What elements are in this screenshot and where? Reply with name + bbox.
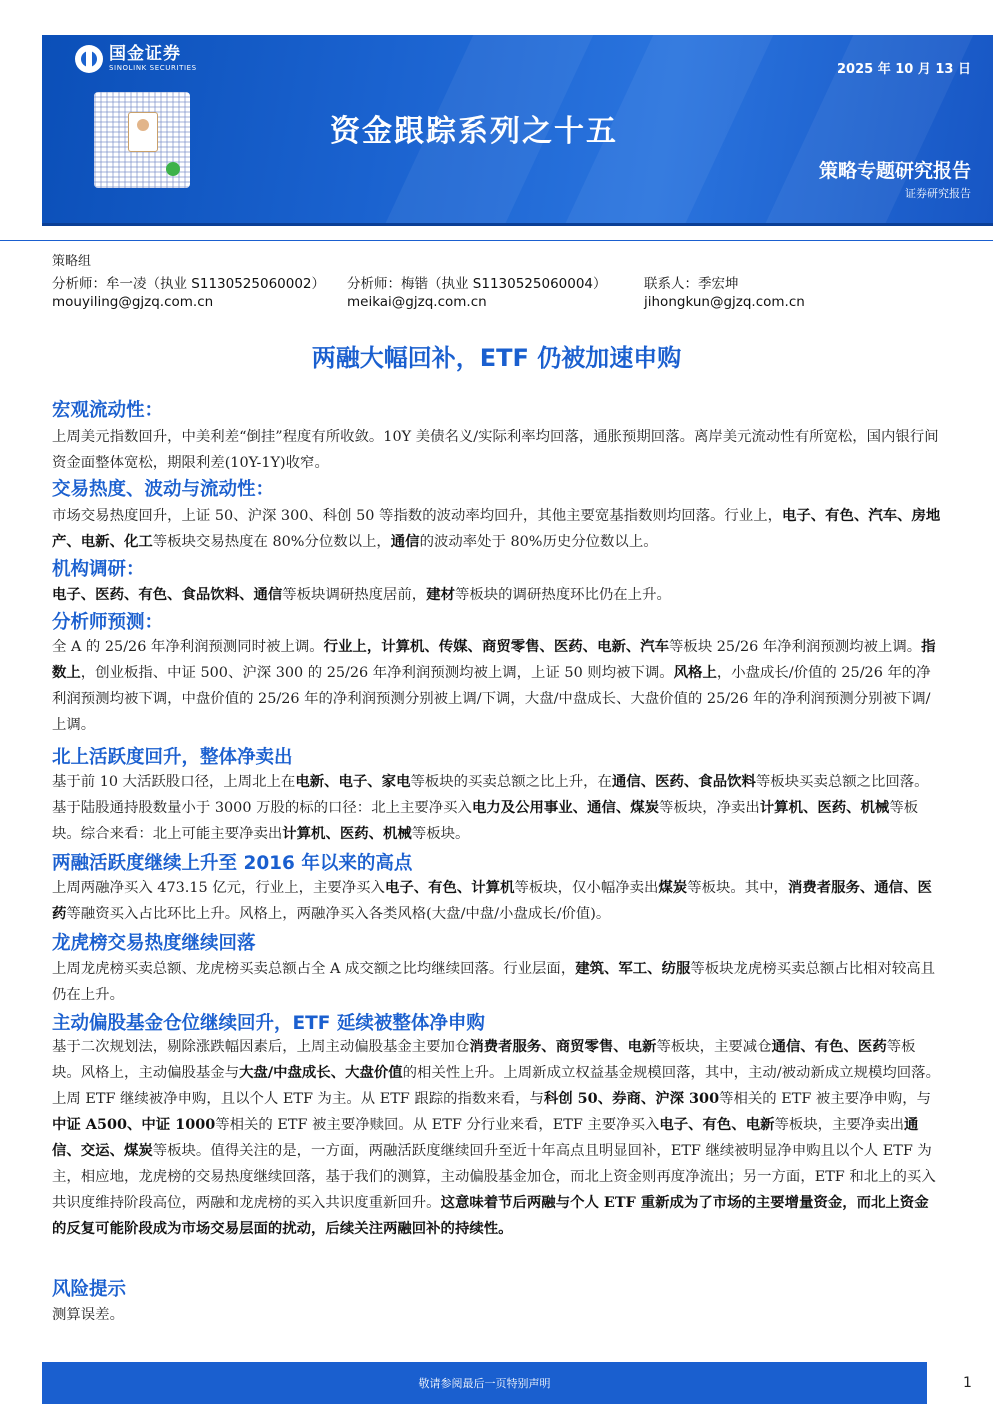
- logo-icon: [75, 45, 103, 73]
- body-text: 等板块，主要减仓: [656, 1039, 772, 1055]
- emphasis-text: 这意味着节后两融与个人 ETF 重新成为了市场的主要增量资金，而北上资金的反复可能阶段成为市场交易层面的扰动，后续关注两融回补的持续性。: [52, 1194, 929, 1237]
- section-body: [52, 582, 942, 608]
- body-text: 等板块龙虎榜买卖总额占比相对较高且仍在上升。: [52, 961, 936, 1003]
- body-text: 等板块。: [411, 826, 470, 842]
- body-text: 等板块交易热度在 80%分位数以上，: [152, 534, 391, 550]
- emphasis-text: 中证 A500、中证 1000: [52, 1116, 216, 1133]
- analyst-1: 分析师：牟一凌（执业 S1130525060002）: [52, 276, 326, 292]
- body-text: 上周美元指数回升，中美利差“倒挂”程度有所收敛。10Y 美债名义/实际利率均回落，通胀预期回落。离岸美元流动性有所宽松，国内银行间资金面整体宽松，期限利差(10Y-1Y)收窄。: [52, 429, 939, 471]
- section-body: [52, 1034, 942, 1242]
- emphasis-text: 行业上，计算机、传媒、商贸零售、医药、电新、汽车: [323, 638, 670, 655]
- emphasis-text: 通信、医药、食品饮料: [611, 773, 756, 790]
- company-logo: [75, 44, 197, 73]
- section-body: [52, 503, 942, 555]
- qr-center-logo: [128, 112, 158, 152]
- emphasis-text: 科创 50、券商、沪深 300: [543, 1090, 720, 1107]
- section-heading: 两融活跃度继续上升至 2016 年以来的高点: [52, 853, 413, 874]
- footer-bar: [42, 1362, 927, 1404]
- section-heading: 机构调研：: [52, 559, 145, 580]
- body-text: 等板块的调研热度环比仍在上升。: [454, 587, 671, 603]
- emphasis-text: 风格上: [673, 664, 717, 681]
- section-body: [52, 956, 942, 1008]
- analyst-1-email[interactable]: mouyiling@gjzq.com.cn: [52, 294, 214, 310]
- body-text: 等板块，净卖出: [659, 800, 760, 816]
- emphasis-text: 消费者服务、商贸零售、电新: [469, 1038, 657, 1055]
- body-text: 等板块买卖总额之比回落。基于陆股通持股数量小于 3000 万股的标的口径：北上主要净买入: [52, 774, 929, 816]
- contact: 联系人：季宏坤: [644, 276, 739, 292]
- body-text: 等相关的 ETF 被主要净申购，与: [719, 1091, 932, 1107]
- body-text: 等相关的 ETF 被主要净赎回。从 ETF 分行业来看，ETF 主要净买入: [215, 1117, 660, 1133]
- emphasis-text: 电子、医药、有色、食品饮料、通信: [52, 586, 283, 603]
- section-heading: 宏观流动性：: [52, 400, 164, 421]
- body-text: 基于二次规划法，剔除涨跌幅因素后，上周主动偏股基金主要加仓: [52, 1039, 470, 1055]
- emphasis-text: 电子、有色、汽车、房地产、电新、化工: [52, 507, 941, 550]
- report-title: 两融大幅回补，ETF 仍被加速申购: [311, 344, 682, 372]
- qr-code-icon: [94, 92, 190, 188]
- body-text: 市场交易热度回升，上证 50、沪深 300、科创 50 等指数的波动率均回升，其他主要宽基指数则均回落。行业上，: [52, 508, 782, 524]
- body-text: 等板块。其中，: [687, 880, 788, 896]
- section-body: [52, 634, 942, 738]
- body-text: 上周两融净买入 473.15 亿元，行业上，主要净买入: [52, 880, 385, 896]
- report-date: 2025 年 10 月 13 日: [837, 62, 971, 77]
- emphasis-text: 电子、有色、计算机: [384, 879, 515, 896]
- section-body: [52, 424, 942, 476]
- emphasis-text: 计算机、医药、机械: [282, 825, 412, 842]
- section-heading: 风险提示: [52, 1279, 127, 1300]
- body-text: ，小盘成长/价值的 25/26 年的净利润预测均被下调，中盘价值的 25/26 年的净利润预测分别被上调/下调，大盘/中盘成长、大盘价值的 25/26 年的净利润预测分别被下调/上调。: [52, 665, 931, 733]
- section-heading: 主动偏股基金仓位继续回升，ETF 延续被整体净申购: [52, 1013, 485, 1034]
- section-body: [52, 875, 942, 927]
- emphasis-text: 计算机、医药、机械: [759, 799, 890, 816]
- analyst-2-email[interactable]: meikai@gjzq.com.cn: [347, 294, 487, 310]
- section-body: [52, 1302, 942, 1328]
- contact-email[interactable]: jihongkun@gjzq.com.cn: [644, 294, 805, 310]
- body-text: 等板块。综合来看：北上可能主要净卖出: [52, 800, 919, 842]
- emphasis-text: 建筑、军工、纺服: [575, 960, 691, 977]
- team-name: 策略组: [52, 254, 92, 269]
- body-text: 等板块 25/26 年净利润预测均被上调。: [669, 639, 922, 655]
- page-number: 1: [963, 1375, 972, 1391]
- body-text: 等板块。值得关注的是，一方面，两融活跃度继续回升至近十年高点且明显回补，ETF 继续被明显净申购且以个人 ETF 为主，相应地，龙虎榜的交易热度继续回落，基于我们的测算，主动偏股基金加仓，而北上资金则再度净流出；另一方面，ETF 和北上的买入共识度维持阶段高位，两融和龙虎榜的买入共识度重新回升。: [52, 1143, 936, 1211]
- emphasis-text: 指数上: [52, 638, 936, 681]
- body-text: 上周龙虎榜买卖总额、龙虎榜买卖总额占全 A 成交额之比均继续回落。行业层面，: [52, 961, 576, 977]
- section-heading: 北上活跃度回升，整体净卖出: [52, 747, 293, 768]
- body-text: 等板块，仅小幅净卖出: [514, 880, 659, 896]
- analyst-2: 分析师：梅锴（执业 S1130525060004）: [347, 276, 607, 292]
- body-text: 等板块。风格上，主动偏股基金与: [52, 1039, 916, 1081]
- emphasis-text: 电子、有色、电新: [659, 1116, 775, 1133]
- body-text: 测算误差。: [52, 1307, 124, 1323]
- emphasis-text: 煤炭: [658, 879, 688, 896]
- section-heading: 交易热度、波动与流动性：: [52, 479, 275, 500]
- emphasis-text: 大盘/中盘成长、大盘价值: [239, 1064, 403, 1081]
- body-text: 等板块调研热度居前，: [282, 587, 427, 603]
- emphasis-text: 消费者服务、通信、医药: [52, 879, 932, 922]
- series-title: 资金跟踪系列之十五: [330, 114, 618, 149]
- emphasis-text: 通信: [390, 533, 420, 550]
- logo-en: SINOLINK SECURITIES: [109, 64, 197, 72]
- body-text: ，创业板指、中证 500、沪深 300 的 25/26 年净利润预测均被上调，上证 50 则均被下调。: [80, 665, 674, 681]
- banner-underline: [42, 223, 993, 226]
- body-text: 的相关性上升。上周新成立权益基金规模回落，其中，主动/被动新成立规模均回落。上周 ETF 继续被净申购，且以个人 ETF 为主。从 ETF 跟踪的指数来看，与: [52, 1065, 940, 1107]
- emphasis-text: 建材: [426, 586, 455, 603]
- report-type: 策略专题研究报告: [818, 160, 971, 182]
- divider: [0, 240, 993, 241]
- emphasis-text: 电新、电子、家电: [295, 773, 411, 790]
- emphasis-text: 通信、交运、煤炭: [52, 1116, 919, 1159]
- section-body: [52, 769, 942, 847]
- body-text: 等板块，主要净卖出: [774, 1117, 905, 1133]
- body-text: 等板块的买卖总额之比上升，在: [410, 774, 612, 790]
- emphasis-text: 通信、有色、医药: [771, 1038, 887, 1055]
- report-subtype: 证券研究报告: [905, 187, 971, 200]
- body-text: 全 A 的 25/26 年净利润预测同时被上调。: [52, 639, 324, 655]
- body-text: 的波动率处于 80%历史分位数以上。: [419, 534, 658, 550]
- logo-cn: 国金证券: [109, 44, 181, 64]
- section-heading: 分析师预测：: [52, 612, 164, 633]
- emphasis-text: 电力及公用事业、通信、煤炭: [471, 799, 660, 816]
- body-text: 基于前 10 大活跃股口径，上周北上在: [52, 774, 296, 790]
- disclaimer-link[interactable]: 敬请参阅最后一页特别声明: [418, 1377, 551, 1390]
- section-heading: 龙虎榜交易热度继续回落: [52, 933, 256, 954]
- body-text: 等融资买入占比环比上升。风格上，两融净买入各类风格(大盘/中盘/小盘成长/价值)。: [66, 906, 611, 922]
- qr-badge-icon: [166, 162, 180, 176]
